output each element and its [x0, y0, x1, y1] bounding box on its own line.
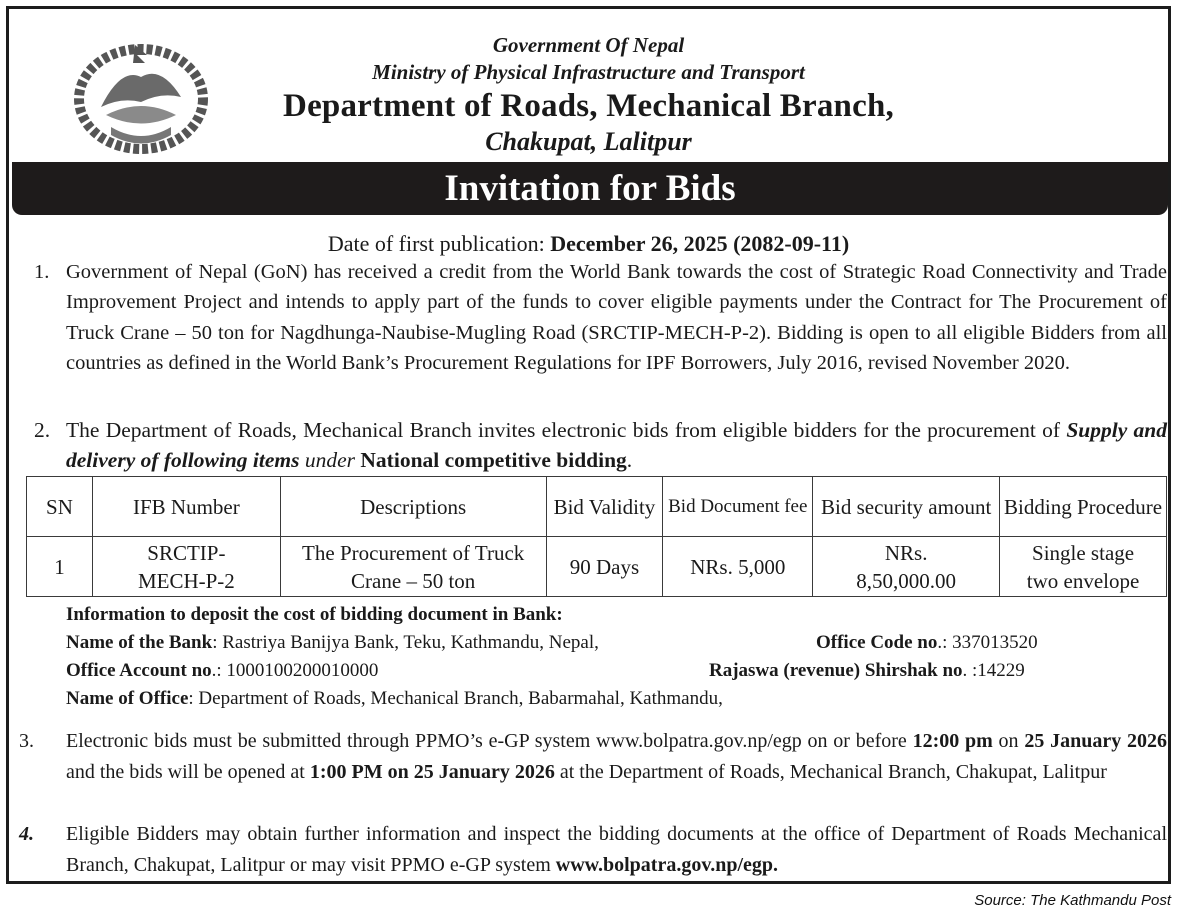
p3-deadline-date: 25 January 2026	[1024, 730, 1167, 752]
cell-description: The Procurement of Truck Crane – 50 ton	[280, 537, 546, 597]
source-credit: Source: The Kathmandu Post	[974, 892, 1171, 909]
account-label: Office Account no	[66, 660, 212, 681]
column-header: Bidding Procedure	[1000, 477, 1167, 537]
p3-text-2: and the bids will be opened at	[66, 761, 310, 783]
p3-opening-time: 1:00 PM on 25 January 2026	[309, 761, 555, 783]
revenue-shirshak	[709, 657, 1025, 685]
p2-emphasis: Supply and delivery of following items	[66, 418, 1168, 473]
cell-security: NRs. 8,50,000.00	[813, 537, 1000, 597]
bank-name-label: Name of the Bank	[66, 632, 213, 653]
department-heading: Department of Roads, Mechanical Branch,	[283, 88, 894, 124]
bank-name-value: : Rastriya Banijya Bank, Teku, Kathmandu, Nepal,	[212, 632, 599, 653]
p2-bidding-type: National competitive bidding	[360, 448, 627, 473]
paragraph-number: 2.	[34, 418, 51, 442]
location-heading: Chakupat, Lalitpur	[485, 127, 692, 156]
column-header: Bid security amount	[813, 477, 1000, 537]
office-code-label: Office Code no	[816, 632, 938, 653]
p4-text: Eligible Bidders may obtain further information and inspect the bidding documents at the office of Department of Roads Mechanical Branch, Chakupat, Lalitpur or may visit PPMO e-GP system	[66, 823, 1167, 876]
office-account	[66, 657, 378, 685]
cell-procedure: Single stage two envelope	[1000, 537, 1167, 597]
title-banner: Invitation for Bids	[12, 162, 1168, 215]
column-header: Bid Document fee	[663, 477, 813, 537]
bids-table	[26, 476, 1167, 597]
ministry-heading: Ministry of Physical Infrastructure and Transport	[372, 60, 805, 84]
paragraph-number: 1.	[34, 261, 50, 283]
publication-date-value: December 26, 2025 (2082-09-11)	[550, 231, 850, 256]
office-code-value: .: 337013520	[937, 632, 1038, 653]
paragraph-4	[66, 819, 1167, 881]
p3-text: Electronic bids must be submitted through PPMO’s e-GP system www.bolpatra.gov.np/egp on or before	[66, 730, 913, 752]
paragraph-2	[66, 415, 1167, 476]
bank-name	[66, 629, 599, 657]
column-header: IFB Number	[92, 477, 280, 537]
p3-on: on	[992, 730, 1025, 752]
column-header: Descriptions	[280, 477, 546, 537]
cell-validity: 90 Days	[546, 537, 663, 597]
egp-link: www.bolpatra.gov.np/egp.	[555, 854, 779, 876]
notice-frame	[6, 6, 1171, 884]
paragraph-number: 4.	[19, 823, 34, 845]
p3-deadline-time: 12:00 pm	[912, 730, 993, 752]
publication-date	[9, 231, 1168, 257]
paragraph-number: 3.	[19, 730, 34, 752]
table-header-row	[27, 477, 1167, 537]
publication-label: Date of first publication:	[327, 231, 551, 256]
p3-text-3: at the Department of Roads, Mechanical Branch, Chakupat, Lalitpur	[554, 761, 1107, 783]
cell-sn: 1	[27, 537, 93, 597]
office-name-label: Name of Office	[66, 688, 189, 709]
bank-heading-text: Information to deposit the cost of bidding document in Bank:	[66, 604, 563, 625]
office-code	[816, 629, 1038, 657]
cell-ifb: SRCTIP-MECH-P-2	[92, 537, 280, 597]
office-name-value: : Department of Roads, Mechanical Branch, Babarmahal, Kathmandu,	[188, 688, 723, 709]
table-row	[27, 537, 1167, 597]
p2-text: The Department of Roads, Mechanical Branch invites electronic bids from eligible bidders for the procurement of	[66, 418, 1067, 442]
column-header: Bid Validity	[546, 477, 663, 537]
column-header: SN	[27, 477, 93, 537]
bank-info-heading	[66, 601, 563, 629]
revenue-label: Rajaswa (revenue) Shirshak no	[709, 660, 963, 681]
office-name	[66, 685, 723, 713]
paragraph-1: Government of Nepal (GoN) has received a credit from the World Bank towards the cost of Strategic Road Connectivity and Trade Improvement Project and intends to apply part of the funds to cover eligible payments under the Contract for The Procurement of Truck Crane – 50 ton for Nagdhunga-Naubise-Mugling Road (SRCTIP-MECH-P-2). Bidding is open to all eligible Bidders from all countries as defined in the World Bank’s Procurement Regulations for IPF Borrowers, July 2016, revised November 2020.	[66, 261, 1167, 374]
p2-under: under	[299, 448, 361, 473]
p2-period: .	[626, 448, 633, 473]
paragraph-3	[66, 726, 1167, 788]
revenue-value: . :14229	[962, 660, 1025, 681]
cell-doc-fee: NRs. 5,000	[663, 537, 813, 597]
government-heading: Government Of Nepal	[492, 33, 685, 57]
account-value: .: 1000100200010000	[211, 660, 379, 681]
